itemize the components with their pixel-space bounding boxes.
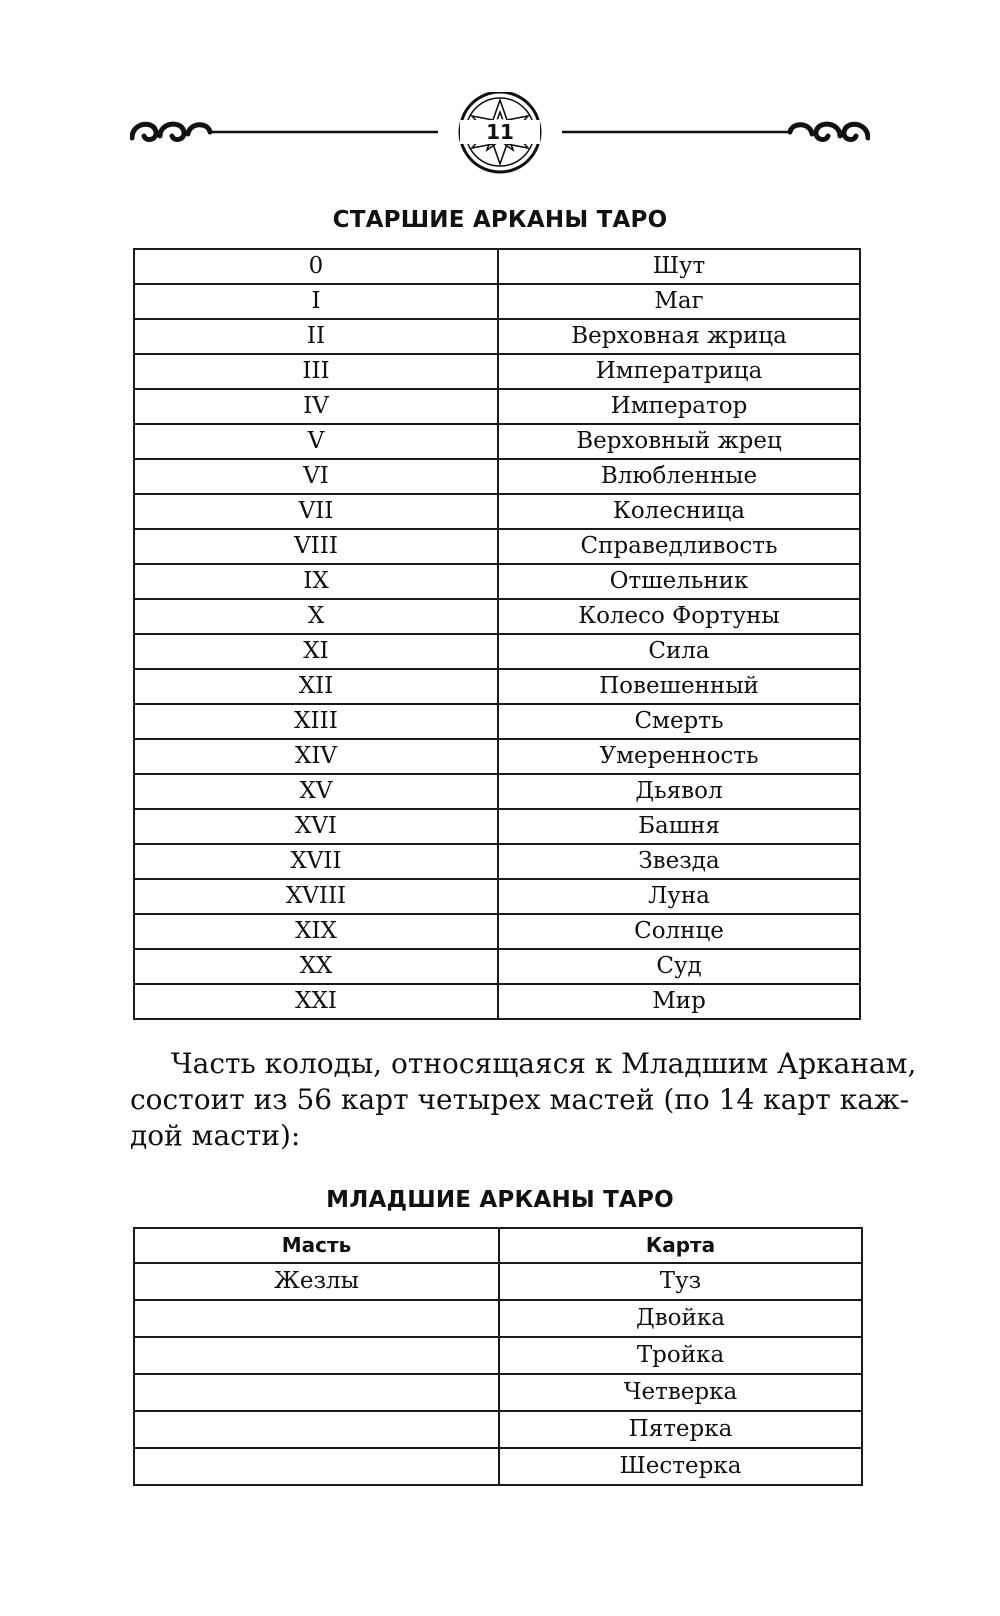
table-row — [134, 389, 860, 424]
paragraph-line: Часть колоды, относящаяся к Младшим Арканам, — [171, 1047, 917, 1080]
arcana-name-cell: Звезда — [498, 844, 860, 879]
paragraph-line: дой масти): — [130, 1119, 301, 1152]
table-row — [134, 1374, 862, 1411]
arcana-name-cell: Смерть — [498, 704, 860, 739]
minor-arcana-table — [133, 1227, 863, 1486]
arcana-number-cell: XVII — [134, 844, 498, 879]
table-row — [134, 459, 860, 494]
arcana-name-cell: Справедливость — [498, 529, 860, 564]
suit-cell — [134, 1337, 499, 1374]
table-row — [134, 634, 860, 669]
table-row — [134, 1448, 862, 1485]
arcana-number-cell: XII — [134, 669, 498, 704]
arcana-number-cell: X — [134, 599, 498, 634]
table-row — [134, 284, 860, 319]
suit-cell — [134, 1411, 499, 1448]
table-row — [134, 599, 860, 634]
arcana-name-cell: Мир — [498, 984, 860, 1019]
table-row — [134, 1411, 862, 1448]
arcana-number-cell: VI — [134, 459, 498, 494]
column-header-card: Карта — [499, 1228, 862, 1263]
arcana-name-cell: Верховный жрец — [498, 424, 860, 459]
table-row — [134, 669, 860, 704]
arcana-number-cell: VII — [134, 494, 498, 529]
card-cell: Тройка — [499, 1337, 862, 1374]
arcana-number-cell: XI — [134, 634, 498, 669]
page-number: 11 — [460, 120, 540, 144]
arcana-number-cell: VIII — [134, 529, 498, 564]
table-row — [134, 844, 860, 879]
arcana-number-cell: XVI — [134, 809, 498, 844]
minor-arcana-title: МЛАДШИЕ АРКАНЫ ТАРО — [326, 1187, 674, 1213]
arcana-number-cell: XXI — [134, 984, 498, 1019]
arcana-name-cell: Император — [498, 389, 860, 424]
arcana-number-cell: II — [134, 319, 498, 354]
left-scroll-flourish-icon — [132, 124, 210, 139]
arcana-number-cell: III — [134, 354, 498, 389]
table-row — [134, 424, 860, 459]
table-row — [134, 774, 860, 809]
card-cell: Двойка — [499, 1300, 862, 1337]
table-row — [134, 319, 860, 354]
table-row — [134, 529, 860, 564]
card-cell: Четверка — [499, 1374, 862, 1411]
arcana-name-cell: Суд — [498, 949, 860, 984]
arcana-name-cell: Шут — [498, 249, 860, 284]
arcana-name-cell: Умеренность — [498, 739, 860, 774]
table-row — [134, 739, 860, 774]
arcana-name-cell: Императрица — [498, 354, 860, 389]
table-row — [134, 354, 860, 389]
arcana-number-cell: XX — [134, 949, 498, 984]
arcana-number-cell: XV — [134, 774, 498, 809]
table-row — [134, 1300, 862, 1337]
arcana-name-cell: Сила — [498, 634, 860, 669]
card-cell: Пятерка — [499, 1411, 862, 1448]
table-header-row — [134, 1228, 862, 1263]
table-row — [134, 704, 860, 739]
arcana-name-cell: Отшельник — [498, 564, 860, 599]
arcana-number-cell: V — [134, 424, 498, 459]
arcana-name-cell: Солнце — [498, 914, 860, 949]
arcana-number-cell: 0 — [134, 249, 498, 284]
arcana-number-cell: XIV — [134, 739, 498, 774]
arcana-number-cell: IV — [134, 389, 498, 424]
table-row — [134, 1263, 862, 1300]
arcana-name-cell: Влюбленные — [498, 459, 860, 494]
suit-cell: Жезлы — [134, 1263, 499, 1300]
arcana-name-cell: Колесница — [498, 494, 860, 529]
arcana-name-cell: Луна — [498, 879, 860, 914]
table-row — [134, 494, 860, 529]
arcana-number-cell: XIII — [134, 704, 498, 739]
arcana-name-cell: Повешенный — [498, 669, 860, 704]
table-row — [134, 564, 860, 599]
arcana-name-cell: Маг — [498, 284, 860, 319]
suit-cell — [134, 1300, 499, 1337]
table-row — [134, 949, 860, 984]
minor-arcana-intro-paragraph — [130, 1046, 917, 1154]
table-row — [134, 879, 860, 914]
arcana-name-cell: Колесо Фортуны — [498, 599, 860, 634]
major-arcana-title: СТАРШИЕ АРКАНЫ ТАРО — [332, 207, 668, 233]
arcana-name-cell: Дьявол — [498, 774, 860, 809]
arcana-number-cell: XIX — [134, 914, 498, 949]
table-row — [134, 1337, 862, 1374]
table-row — [134, 914, 860, 949]
table-row — [134, 809, 860, 844]
right-scroll-flourish-icon — [790, 124, 868, 139]
table-row — [134, 249, 860, 284]
card-cell: Туз — [499, 1263, 862, 1300]
paragraph-line: состоит из 56 карт четырех мастей (по 14 карт каж- — [130, 1083, 910, 1116]
major-arcana-table — [133, 248, 861, 1020]
arcana-name-cell: Верховная жрица — [498, 319, 860, 354]
table-row — [134, 984, 860, 1019]
column-header-suit: Масть — [134, 1228, 499, 1263]
arcana-number-cell: I — [134, 284, 498, 319]
arcana-number-cell: IX — [134, 564, 498, 599]
arcana-name-cell: Башня — [498, 809, 860, 844]
arcana-number-cell: XVIII — [134, 879, 498, 914]
suit-cell — [134, 1448, 499, 1485]
card-cell: Шестерка — [499, 1448, 862, 1485]
suit-cell — [134, 1374, 499, 1411]
